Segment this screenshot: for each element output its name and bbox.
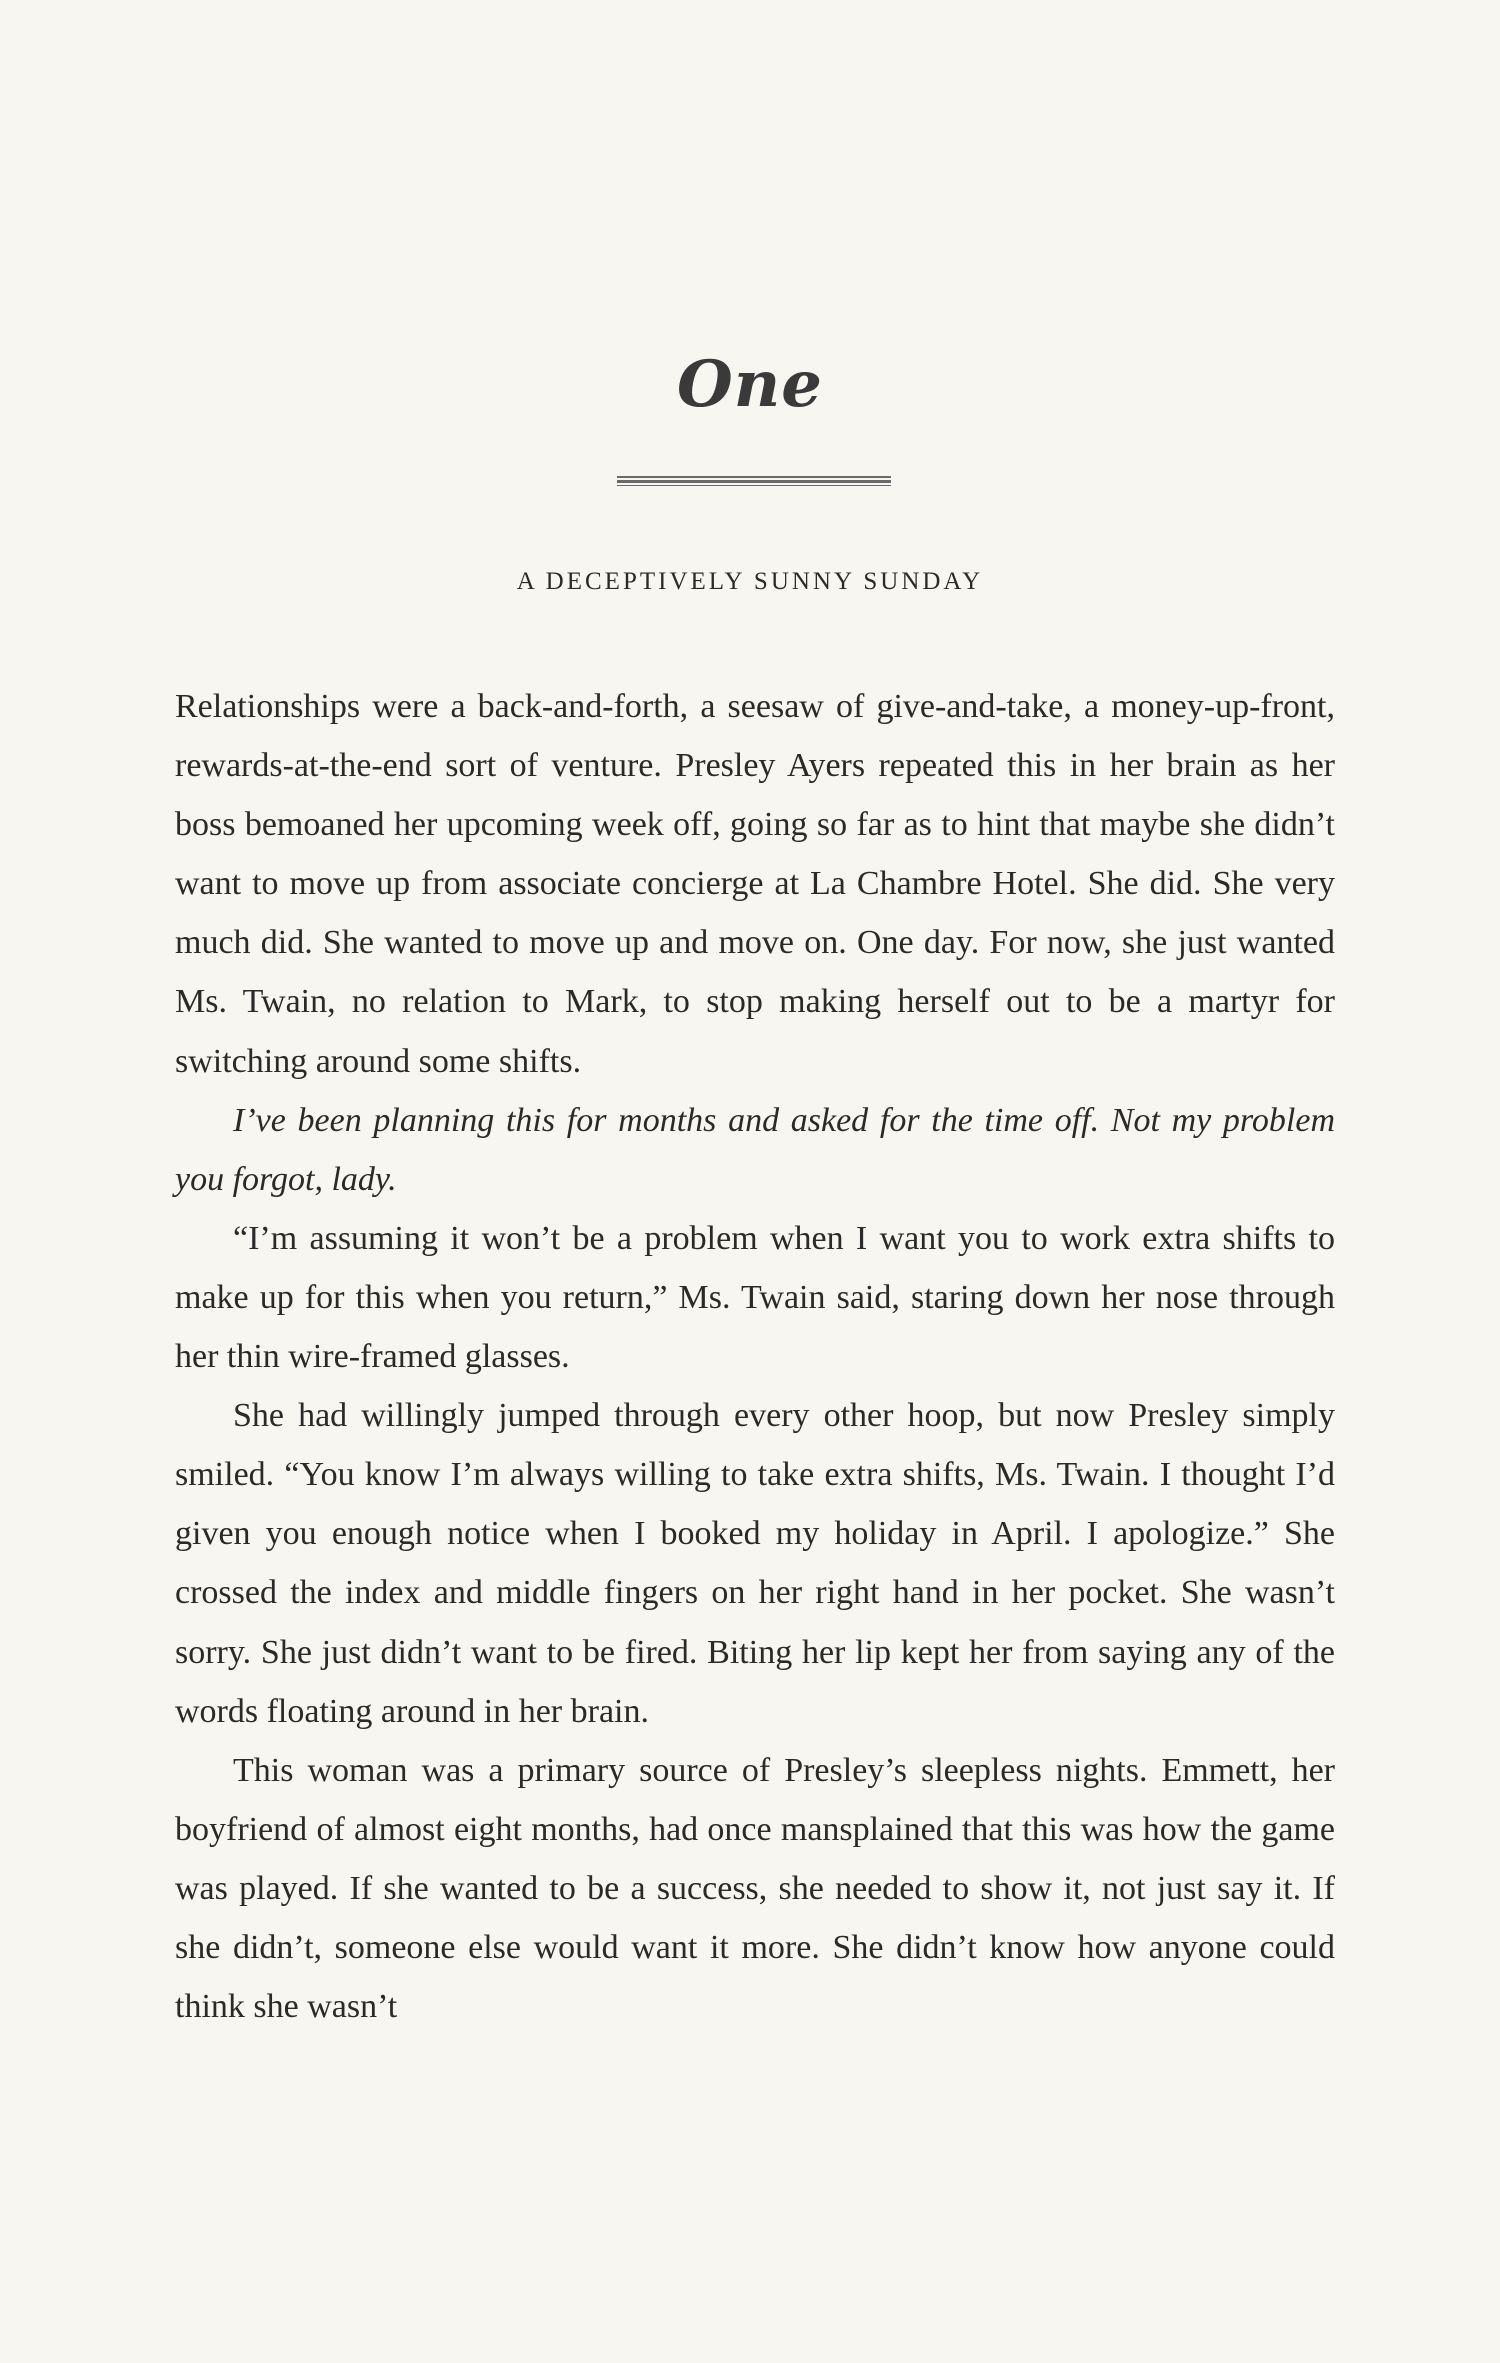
paragraph-1: Relationships were a back-and-forth, a seesaw of give-and-take, a money-up-front, rewards-at-the-end sort of venture. Presley Ayers repeated this in her brain as her boss bemoaned her upcoming week off, going so far as to hint that maybe she didn’t want to move up from associate concierge at La Chambre Hotel. She did. She very much did. She wanted to move up and move on. One day. For now, she just wanted Ms. Twain, no relation to Mark, to stop making herself out to be a martyr for switching around some shifts. <box>175 688 1335 1080</box>
paragraph-5: This woman was a primary source of Presley’s sleepless nights. Emmett, her boyfriend of almost eight months, had once mansplained that this was how the game was played. If she wanted to be a success, she needed to show it, not just say it. If she didn’t, someone else would want it more. She didn’t know how anyone could think she wasn’t <box>175 1751 1335 2026</box>
ornament-line-top <box>617 476 891 478</box>
chapter-body <box>175 677 1335 2036</box>
chapter-title: One <box>677 347 823 422</box>
ornament-line-bottom <box>617 485 891 486</box>
paragraph-2-thought: I’ve been planning this for months and asked for the time off. Not my problem you forgot, lady. <box>175 1101 1335 1198</box>
chapter-subtitle: A DECEPTIVELY SUNNY SUNDAY <box>516 568 984 595</box>
paragraph-3: “I’m assuming it won’t be a problem when I want you to work extra shifts to make up for this when you return,” Ms. Twain said, staring down her nose through her thin wire-framed glasses. <box>175 1219 1335 1376</box>
ornament-line-middle <box>617 480 891 483</box>
chapter-ornament-rule <box>617 476 891 486</box>
paragraph-4: She had willingly jumped through every other hoop, but now Presley simply smiled. “You know I’m always willing to take extra shifts, Ms. Twain. I thought I’d given you enough notice when I booked my holiday in April. I apologize.” She crossed the index and middle fingers on her right hand in her pocket. She wasn’t sorry. She just didn’t want to be fired. Biting her lip kept her from saying any of the words floating around in her brain. <box>175 1397 1335 1730</box>
